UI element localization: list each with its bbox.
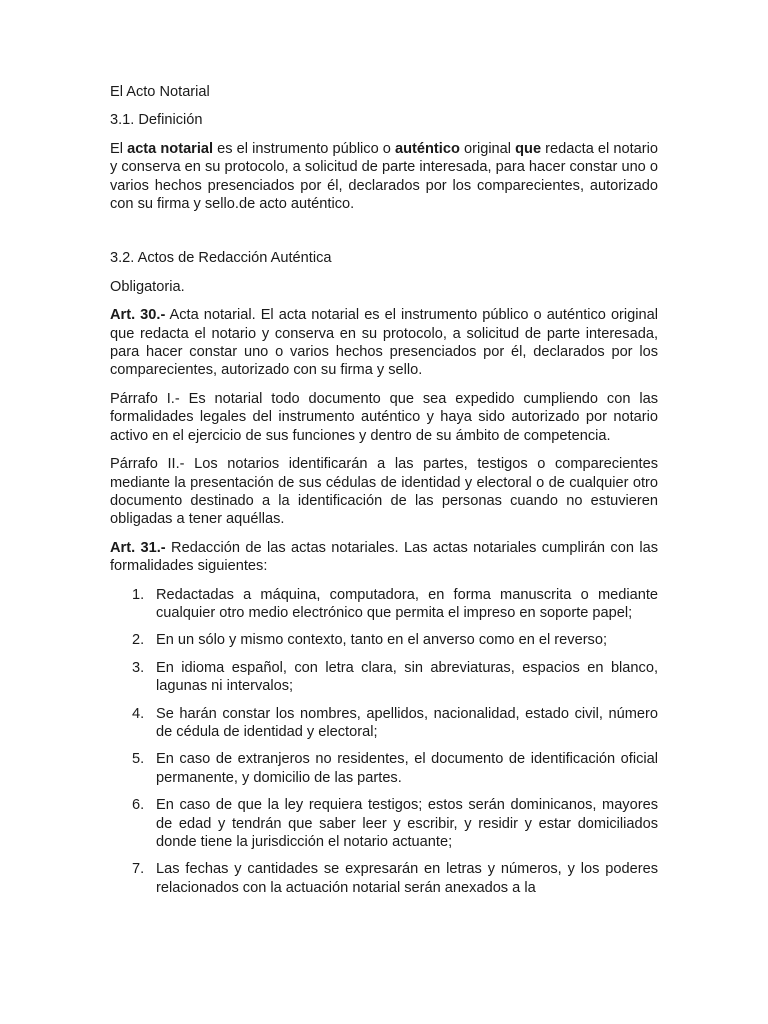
parrafo-1: Párrafo I.- Es notarial todo documento que sea expedido cumpliendo con las formalidades legales del instrumento auténtico y haya sido autorizado por notario activo en el ejercicio de sus funciones y dentro de su ámbito de competencia. bbox=[110, 390, 658, 444]
list-item-number: 6. bbox=[132, 797, 145, 814]
list-item-number: 7. bbox=[132, 861, 145, 878]
list-item bbox=[110, 796, 658, 851]
list-item bbox=[110, 586, 658, 623]
list-item bbox=[110, 705, 658, 742]
def-text-mid1: es el instrumento público o bbox=[213, 140, 396, 157]
formalities-list bbox=[110, 586, 658, 898]
article-30-paragraph bbox=[110, 306, 658, 380]
document-title: El Acto Notarial bbox=[110, 84, 210, 100]
list-item-text: En idioma español, con letra clara, sin abreviaturas, espacios en blanco, lagunas ni intervalos; bbox=[156, 659, 658, 695]
list-item-text: En caso de extranjeros no residentes, el documento de identificación oficial permanente, y domicilio de las partes. bbox=[156, 751, 658, 786]
list-item-number: 1. bbox=[132, 586, 145, 603]
obligatoria-label: Obligatoria. bbox=[110, 278, 185, 295]
list-item bbox=[110, 631, 658, 649]
section-heading-actos: 3.2. Actos de Redacción Auténtica bbox=[110, 250, 332, 267]
article-31-paragraph bbox=[110, 539, 658, 576]
list-item bbox=[110, 860, 658, 897]
def-bold-que: que bbox=[515, 140, 542, 157]
list-item-number: 4. bbox=[132, 705, 145, 722]
list-item-number: 5. bbox=[132, 751, 145, 768]
section-heading-definicion: 3.1. Definición bbox=[110, 112, 203, 129]
article-31-text: Redacción de las actas notariales. Las actas notariales cumplirán con las formalidades siguientes: bbox=[110, 539, 658, 575]
list-item-text: En caso de que la ley requiera testigos; estos serán dominicanos, mayores de edad y tendrán que saber leer y escribir, y residir y estar domiciliados donde tiene la jurisdicción el notario actuante; bbox=[156, 797, 658, 850]
list-item-number: 2. bbox=[132, 632, 145, 649]
def-text-mid2: original bbox=[459, 140, 516, 157]
list-item-number: 3. bbox=[132, 659, 145, 676]
def-text-pre: El bbox=[110, 140, 128, 157]
article-30-label: Art. 30.- bbox=[110, 307, 166, 324]
article-31-label: Art. 31.- bbox=[110, 539, 166, 556]
list-item-text: Las fechas y cantidades se expresarán en letras y números, y los poderes relacionados con la actuación notarial serán anexados a la bbox=[156, 861, 658, 896]
def-bold-acta-notarial: acta notarial bbox=[127, 140, 214, 157]
definition-paragraph bbox=[110, 140, 658, 214]
list-item-text: Redactadas a máquina, computadora, en forma manuscrita o mediante cualquier otro medio electrónico que permita el impreso en soporte papel; bbox=[156, 586, 658, 621]
def-bold-autentico: auténtico bbox=[395, 140, 460, 157]
list-item-text: Se harán constar los nombres, apellidos, nacionalidad, estado civil, número de cédula de identidad y electoral; bbox=[156, 705, 658, 740]
article-30-text: Acta notarial. El acta notarial es el instrumento público o auténtico original que redacta el notario y conserva en su protocolo, a solicitud de parte interesada, para hacer constar uno o varios hechos presenciados por él, declarados por los comparecientes, autorizado con su firma y sello. bbox=[110, 307, 658, 379]
parrafo-2: Párrafo II.- Los notarios identificarán a las partes, testigos o comparecientes mediante la presentación de sus cédulas de identidad y electoral o de cualquier otro documento destinado a la identificación de las personas cuando no estuvieren obligadas a tener aquéllas. bbox=[110, 456, 658, 528]
list-item bbox=[110, 750, 658, 787]
list-item bbox=[110, 659, 658, 696]
spacer bbox=[110, 223, 658, 249]
list-item-text: En un sólo y mismo contexto, tanto en el anverso como en el reverso; bbox=[156, 632, 608, 649]
def-text-post: redacta el notario y conserva en su protocolo, a solicitud de parte interesada, para hacer constar uno o varios hechos presenciados por él, declarados por los comparecientes, autorizado con su firma y sello.de acto auténtico. bbox=[110, 140, 659, 213]
